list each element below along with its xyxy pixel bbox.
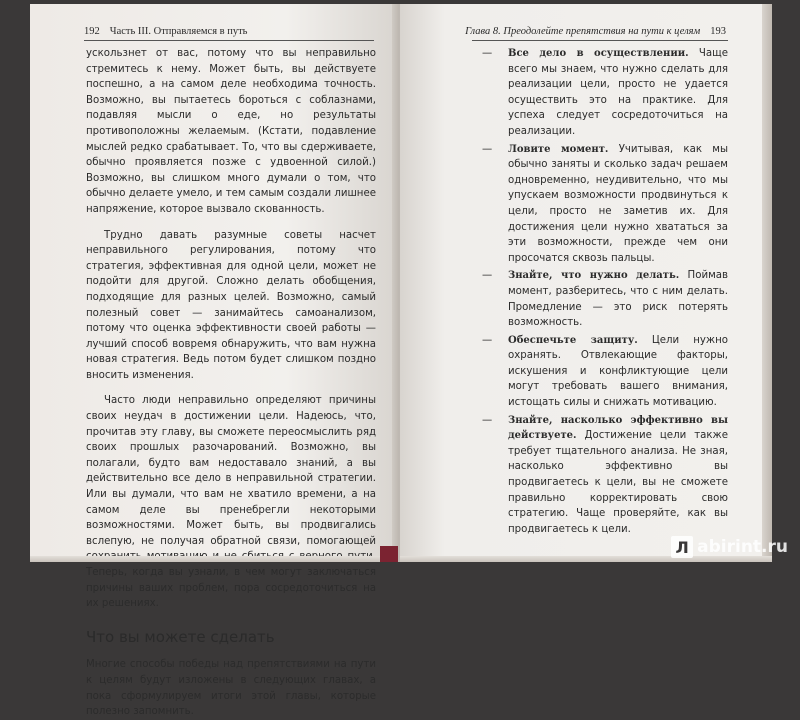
list-item: [482, 333, 728, 411]
list-item: [482, 268, 728, 330]
left-body-text: [86, 46, 376, 720]
left-head-rule: [84, 40, 374, 41]
item-heading: Знайте, что нужно делать.: [508, 270, 680, 282]
item-text: Учитывая, как мы обычно заняты и сколько задач решаем одновременно, неудивительно, что мы упускаем возможности продвинуться к цели, просто не заметив их. Для достижения цели нужно хвататься за эти возможности, прежде чем они просочатся сквозь пальцы.: [508, 143, 728, 264]
page-edge: [30, 556, 396, 562]
left-running-title: Часть III. Отправляемся в путь: [109, 26, 248, 37]
site-watermark: [671, 536, 788, 558]
item-heading: Ловите момент.: [508, 143, 609, 155]
item-heading: Обеспечьте защиту.: [508, 334, 638, 346]
right-page: [400, 4, 772, 562]
item-heading: Знайте, насколько эффективно вы действуете.: [508, 414, 728, 442]
bookmark-ribbon: [380, 546, 398, 562]
right-running-title: Глава 8. Преодолейте препятствия на пути к целям: [465, 26, 701, 37]
list-item: [482, 413, 728, 538]
list-item: [482, 142, 728, 267]
paragraph: Многие способы победы над препятствиями на пути к целям будут изложены в следующих главах, а пока сформулируем итоги этой главы, которые полезно запомнить.: [86, 659, 376, 718]
watermark-text: abirint.ru: [697, 537, 788, 557]
dash-marker: —: [482, 414, 493, 426]
left-page: [30, 4, 396, 718]
item-text: Достижение цели также требует тщательного анализа. Не зная, насколько эффективно вы продвигаетесь к цели, вы не сможете правильно корректировать свою стратегию. Чаще проверяйте, как вы продвигаетесь к цели.: [508, 430, 728, 535]
list-item: [482, 46, 728, 140]
section-title: Что вы можете сделать: [86, 627, 275, 646]
item-heading: Все дело в осуществлении.: [508, 48, 689, 59]
left-page-number: 192: [84, 26, 100, 37]
right-head-rule: [472, 40, 728, 41]
paragraph: ускользнет от вас, потому что вы неправильно стремитесь к нему. Может быть, вы действуете поспешно, а на самом деле необходима точность. Возможно, вы пытаетесь бороться с соблазнами, подавляя мысли о еде, но результаты противоположны желаемым. (Кстати, подавление мыслей редко срабатывает. То, что вы сдерживаете, обычно проявляется позже с удвоенной силой.) Возможно, вы слишком много думали о том, что обычно делаете умело, и тем самым создали лишнее напряжение, которое вызвало скованность.: [86, 48, 376, 215]
dash-marker: —: [482, 48, 493, 59]
right-running-head: [465, 26, 726, 37]
dash-marker: —: [482, 334, 493, 346]
dash-marker: —: [482, 270, 493, 282]
right-page-number: 193: [710, 26, 726, 37]
book-spread: [30, 4, 772, 718]
item-text: Цели нужно охранять. Отвлекающие факторы, искушения и конфликтующие цели могут требовать вашего внимания, истощать силы и снижать мотивацию.: [508, 334, 729, 409]
left-running-head: [84, 26, 247, 37]
page-edge-stack: [762, 4, 772, 562]
item-text: Чаще всего мы знаем, что нужно сделать для реализации цели, просто не удается осуществить это на практике. Для успеха следует сосредоточиться на реализации.: [508, 48, 728, 137]
paragraph: Часто люди неправильно определяют причины своих неудач в достижении цели. Надеюсь, что, прочитав эту главу, вы сможете переосмыслить ряд своих прошлых разочарований. Возможно, вы полагали, будто вам недоставало знаний, а вы действительно все дело в неправильной стратегии. Или вы думали, что вам не хватило времени, а на самом деле вы пренебрегли некоторыми возможностями. Может быть, вы продвигались вслепую, не получая обратной связи, помогающей Теперь, когда вы узнали, в чем могут заключаться причины ваших проблем, пора сосредоточиться на их решениях.: [86, 395, 376, 610]
paragraph: Трудно давать разумные советы насчет неправильного регулирования, потому что стратегия, эффективная для одной цели, может не подойти для другой. Сложно делать обобщения, подходящие для разных целей. Возможно, самый полезный совет — занимайтесь самоанализом, потому что оценка эффективности своей работы — лучший способ вовремя обнаружить, что вам нужна новая стратегия. Ведь потом будет слишком поздно вносить изменения.: [86, 229, 376, 381]
right-body-text: [482, 46, 728, 539]
watermark-logo-icon: Л: [671, 536, 693, 558]
item-text: Поймав момент, разберитесь, что с ним делать. Промедление — это риск потерять возможность.: [508, 270, 728, 329]
dash-marker: —: [482, 143, 493, 155]
